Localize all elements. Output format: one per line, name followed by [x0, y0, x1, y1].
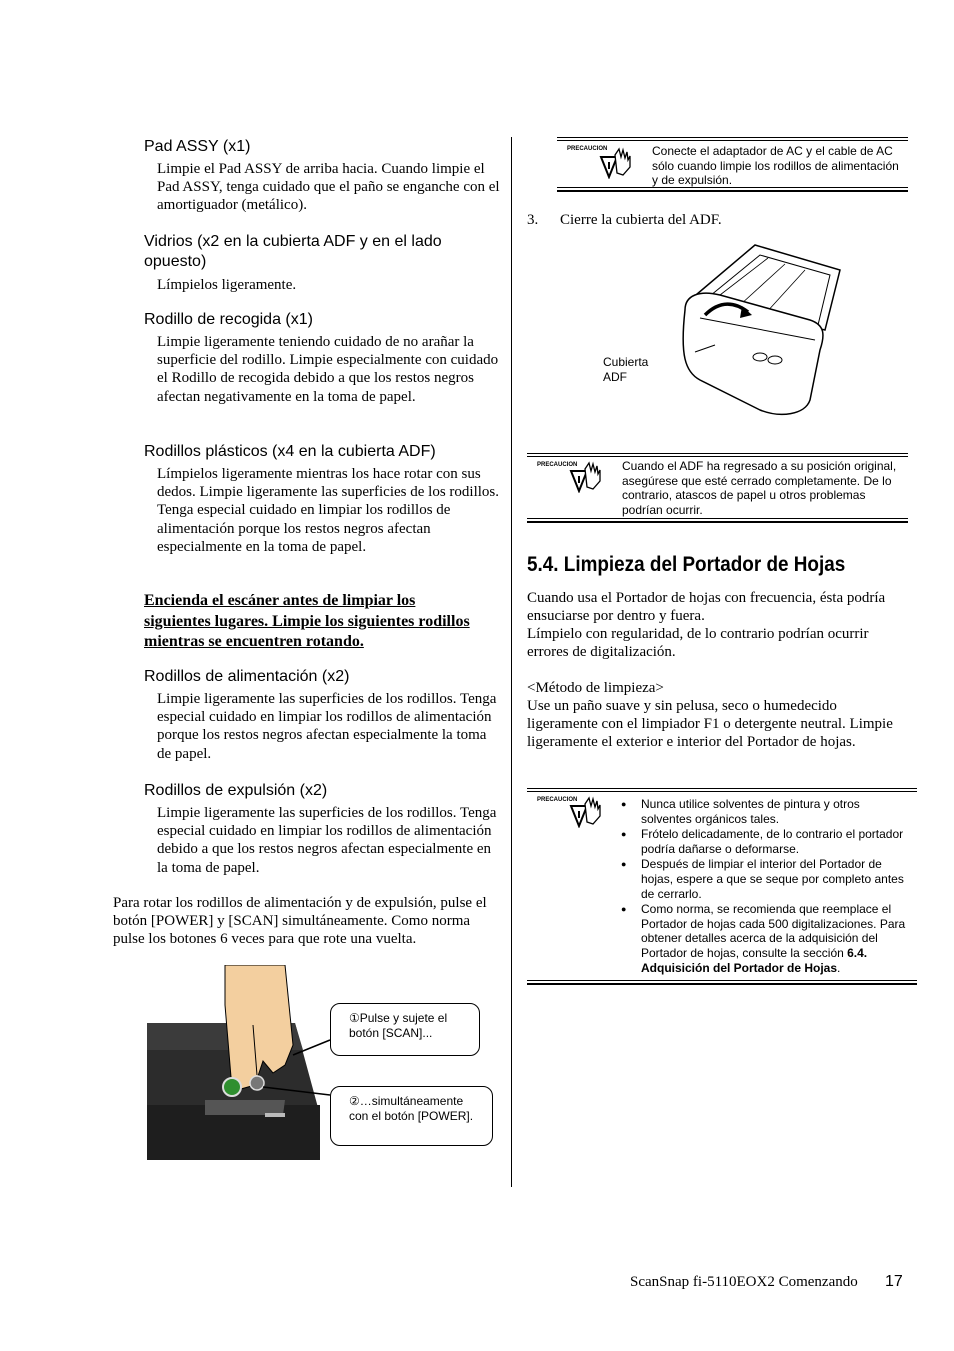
heading-pad-assy: Pad ASSY (x1) — [144, 138, 251, 155]
step-3-number: 3. — [527, 212, 539, 228]
callout-scan-button: ①Pulse y sujete el botón [SCAN]... — [330, 1003, 480, 1056]
footer-document-title: ScanSnap fi-5110EOX2 Comenzando — [630, 1274, 858, 1290]
heading-eject-rollers: Rodillos de expulsión (x2) — [144, 782, 328, 799]
section-text — [527, 589, 907, 751]
bullet-4-end: . — [837, 960, 841, 975]
text-plastic-rollers: Límpielos ligeramente mientras los hace rotar con sus dedos. Limpie ligeramente las superficies de los rodillos. Tenga especial cuidado en limpiar los rodillos de alimentación porque los restos negros afectan especialmente en la toma de papel. — [157, 466, 499, 555]
column-divider — [511, 137, 512, 1187]
list-item: ● Nunca utilice solventes de pintura y otros solventes orgánicos tales. — [621, 797, 913, 826]
caution-hand-icon — [567, 461, 603, 493]
section-paragraph-2: Límpielo con regularidad, de lo contrario podrían ocurrir errores de digitalización. — [527, 626, 869, 660]
text-eject-rollers: Limpie ligeramente las superficies de los rodillos. Tenga especial cuidado en limpiar los rodillos de alimentación debido a que los restos negros afectan especialmente en la toma de papel. — [157, 805, 497, 876]
power-on-warning: Encienda el escáner antes de limpiar los siguientes lugares. Limpie los siguientes rodillos mientras se encuentren rotando. — [144, 592, 470, 650]
method-text: Use un paño suave y sin pelusa, seco o humedecido ligeramente con el limpiador F1 o detergente neutral. Limpie ligeramente el exterior e interior del Portador de hojas. — [527, 698, 893, 750]
caution-hand-icon — [567, 796, 603, 828]
section-title: 5.4. Limpieza del Portador de Hojas — [527, 553, 846, 576]
list-item — [621, 902, 913, 975]
text-glass: Límpielos ligeramente. — [157, 277, 297, 293]
text-pick-roller: Limpie ligeramente teniendo cuidado de no arañar la superficie del rodillo. Limpie especialmente con cuidado el Rodillo de recogida debido a que los restos negros afectan negativamente en la toma de papel. — [157, 334, 499, 405]
list-item: ● Frótelo delicadamente, de lo contrario el portador podría dañarse o deformarse. — [621, 827, 913, 856]
text-feed-rollers: Limpie ligeramente las superficies de los rodillos. Tenga especial cuidado en limpiar los rodillos de alimentación porque los restos negros afectan especialmente la toma de papel. — [157, 691, 497, 762]
callout-power-button: ②…simultáneamente con el botón [POWER]. — [330, 1086, 493, 1146]
heading-pick-roller: Rodillo de recogida (x1) — [144, 311, 313, 328]
caution-box-adf — [527, 453, 908, 525]
caution-hand-icon — [597, 147, 633, 179]
list-item: ● Después de limpiar el interior del Portador de hojas, espere a que se seque por completo antes de cerrarlo. — [621, 857, 913, 901]
step-3-text: Cierre la cubierta del ADF. — [560, 212, 722, 228]
heading-feed-rollers: Rodillos de alimentación (x2) — [144, 668, 350, 685]
caution-bullet-list — [621, 797, 913, 975]
section-reference-link[interactable]: 6.4. Adquisición del Portador de Hojas — [641, 945, 868, 975]
section-paragraph-1: Cuando usa el Portador de hojas con frecuencia, ésta podría ensuciarse por dentro y fuera. — [527, 590, 886, 624]
caution-box-ac-adapter — [557, 137, 908, 194]
heading-plastic-rollers: Rodillos plásticos (x4 en la cubierta ADF) — [144, 443, 436, 460]
text-rotate-rollers: Para rotar los rodillos de alimentación y de expulsión, pulse el botón [POWER] y [SCAN] simultáneamente. Como norma pulse los botones 6 veces para que rote una vuelta. — [113, 895, 487, 948]
label-adf-cover: Cubierta ADF — [603, 355, 649, 384]
method-title: <Método de limpieza> — [527, 680, 664, 696]
caution-box-sheet-carrier — [527, 788, 917, 987]
text-pad-assy: Limpie el Pad ASSY de arriba hacia. Cuando limpie el Pad ASSY, tenga cuidado que el paño se enganche con el amortiguador (metálico). — [157, 161, 500, 214]
heading-glass: Vidrios (x2 en la cubierta ADF y en el lado opuesto) — [144, 233, 442, 270]
scanner-adf-illustration — [660, 240, 845, 420]
bullet-4-text: Como norma, se recomienda que reemplace el Portador de hojas cada 500 digitalizaciones. Para obtener detalles acerca de la adquisición del Portador de hojas, consulte la sección — [641, 902, 906, 960]
caution-label: PRECAUCION — [567, 146, 608, 152]
caution-text-adf: Cuando el ADF ha regresado a su posición original, asegúrese que esté cerrado completamente. De lo contrario, atascos de papel u otros problemas podrían ocurrir. — [622, 459, 897, 517]
caution-label: PRECAUCION — [537, 797, 578, 803]
footer-page-number: 17 — [885, 1273, 903, 1290]
caution-text-ac-adapter: Conecte el adaptador de AC y el cable de AC sólo cuando limpie los rodillos de alimentación y de expulsión. — [652, 144, 899, 188]
caution-label: PRECAUCION — [537, 462, 578, 468]
